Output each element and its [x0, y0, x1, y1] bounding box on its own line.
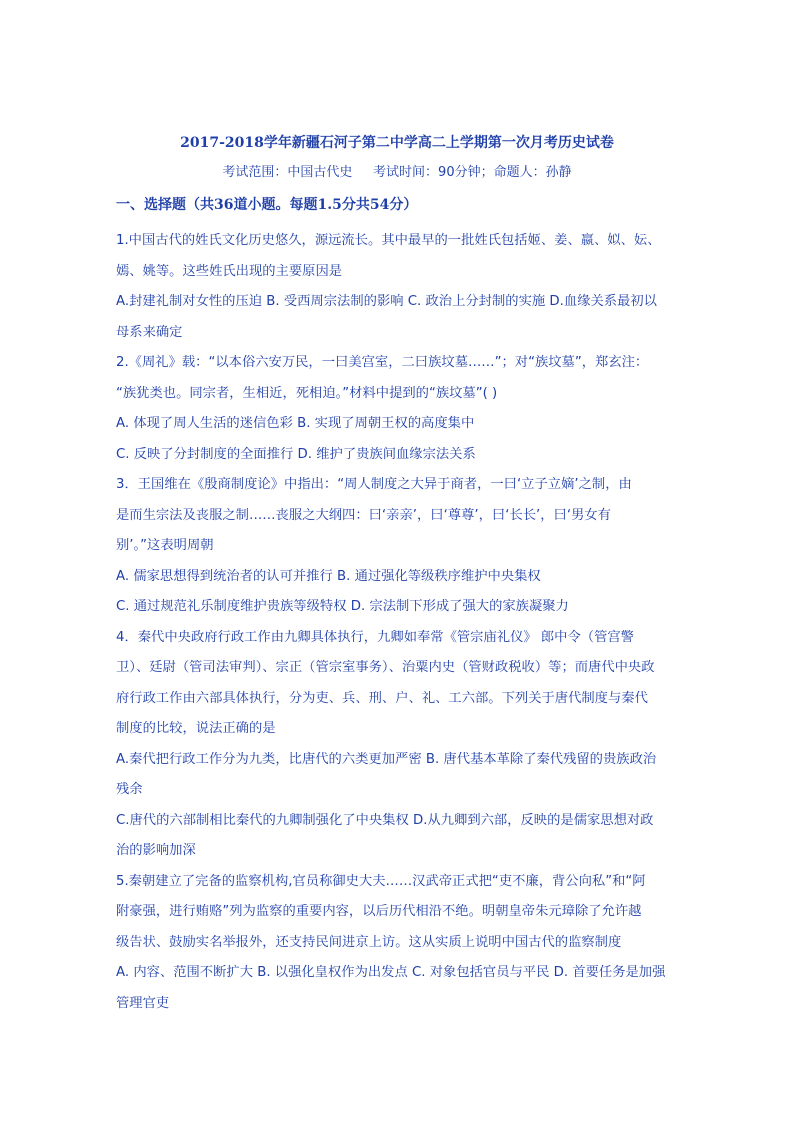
exam-info: 考试范围：中国古代史 考试时间：90分钟；命题人：孙静 — [222, 165, 572, 180]
option-line: 母系来确定 — [116, 324, 183, 340]
question-line: 别’。”这表明周朝 — [116, 538, 214, 553]
option-line: A. 儒家思想得到统治者的认可并推行 B. 通过强化等级秩序维护中央集权 — [116, 568, 541, 584]
question-line: 制度的比较，说法正确的是 — [116, 721, 276, 736]
option-line: 治的影响加深 — [116, 843, 196, 858]
question-line: “族犹类也。同宗者，生相近，死相迫。”材料中提到的“族坟墓”( ) — [116, 385, 498, 401]
question-line: 府行政工作由六部具体执行，分为吏、兵、刑、户、礼、工六部。下列关于唐代制度与秦代 — [116, 690, 648, 706]
option-line: A.秦代把行政工作分为九类，比唐代的六类更加严密 B. 唐代基本革除了秦代残留的贵族政治 — [116, 751, 657, 767]
question-line: 3．王国维在《殷商制度论》中指出：“周人制度之大异于商者，一曰‘立子立嫡’之制，由 — [116, 477, 632, 492]
question-line: 附豪强，进行贿赂”列为监察的重要内容，以后历代相沿不绝。明朝皇帝朱元璋除了允许越 — [116, 904, 642, 919]
question-line: 嫣、姚等。这些姓氏出现的主要原因是 — [116, 263, 343, 279]
option-line: A. 体现了周人生活的迷信色彩 B. 实现了周朝王权的高度集中 — [116, 416, 475, 431]
option-line: C. 通过规范礼乐制度维护贵族等级特权 D. 宗法制下形成了强大的家族凝聚力 — [116, 599, 569, 614]
question-line: 1.中国古代的姓氏文化历史悠久，源远流长。其中最早的一批姓氏包括姬、姜、嬴、姒、妘、 — [116, 233, 661, 248]
option-line: 残余 — [116, 782, 143, 797]
option-line: 管理官吏 — [116, 995, 170, 1011]
question-line: 卫）、廷尉（管司法审判）、宗正（管宗室事务）、治粟内史（管财政税收）等；而唐代中央政 — [116, 660, 655, 675]
question-line: 5.秦朝建立了完备的监察机构,官员称御史大夫……汉武帝正式把“吏不廉，背公向私”和“阿 — [116, 873, 646, 889]
question-line: 级告状、鼓励实名举报外，还支持民间进京上访。这从实质上说明中国古代的监察制度 — [116, 934, 622, 950]
question-line: 是而生宗法及丧服之制……丧服之大纲四：曰‘亲亲’，曰‘尊尊’，曰‘长长’，曰‘男女有 — [116, 507, 611, 523]
question-line: 4．秦代中央政府行政工作由九卿具体执行，九卿如奉常《管宗庙礼仪》 郎中令（管宫警 — [116, 629, 634, 645]
option-line: A.封建礼制对女性的压迫 B. 受西周宗法制的影响 C. 政治上分封制的实施 D.血缘关系最初以 — [116, 294, 657, 309]
question-line: 2.《周礼》载：“以本俗六安万民，一曰美宫室，二曰族坟墓……”；对“族坟墓”，郑玄注： — [116, 355, 649, 370]
section-heading: 一、选择题（共36道小题。每题1.5分共54分） — [116, 197, 418, 213]
option-line: C. 反映了分封制度的全面推行 D. 维护了贵族间血缘宗法关系 — [116, 446, 476, 462]
option-line: A. 内容、范围不断扩大 B. 以强化皇权作为出发点 C. 对象包括官员与平民 D. 首要任务是加强 — [116, 965, 666, 980]
questions-block — [116, 226, 682, 1019]
exam-title: 2017-2018学年新疆石河子第二中学高二上学期第一次月考历史试卷 — [180, 135, 614, 151]
option-line: C.唐代的六部制相比秦代的九卿制强化了中央集权 D.从九卿到六部，反映的是儒家思想对政 — [116, 812, 654, 828]
